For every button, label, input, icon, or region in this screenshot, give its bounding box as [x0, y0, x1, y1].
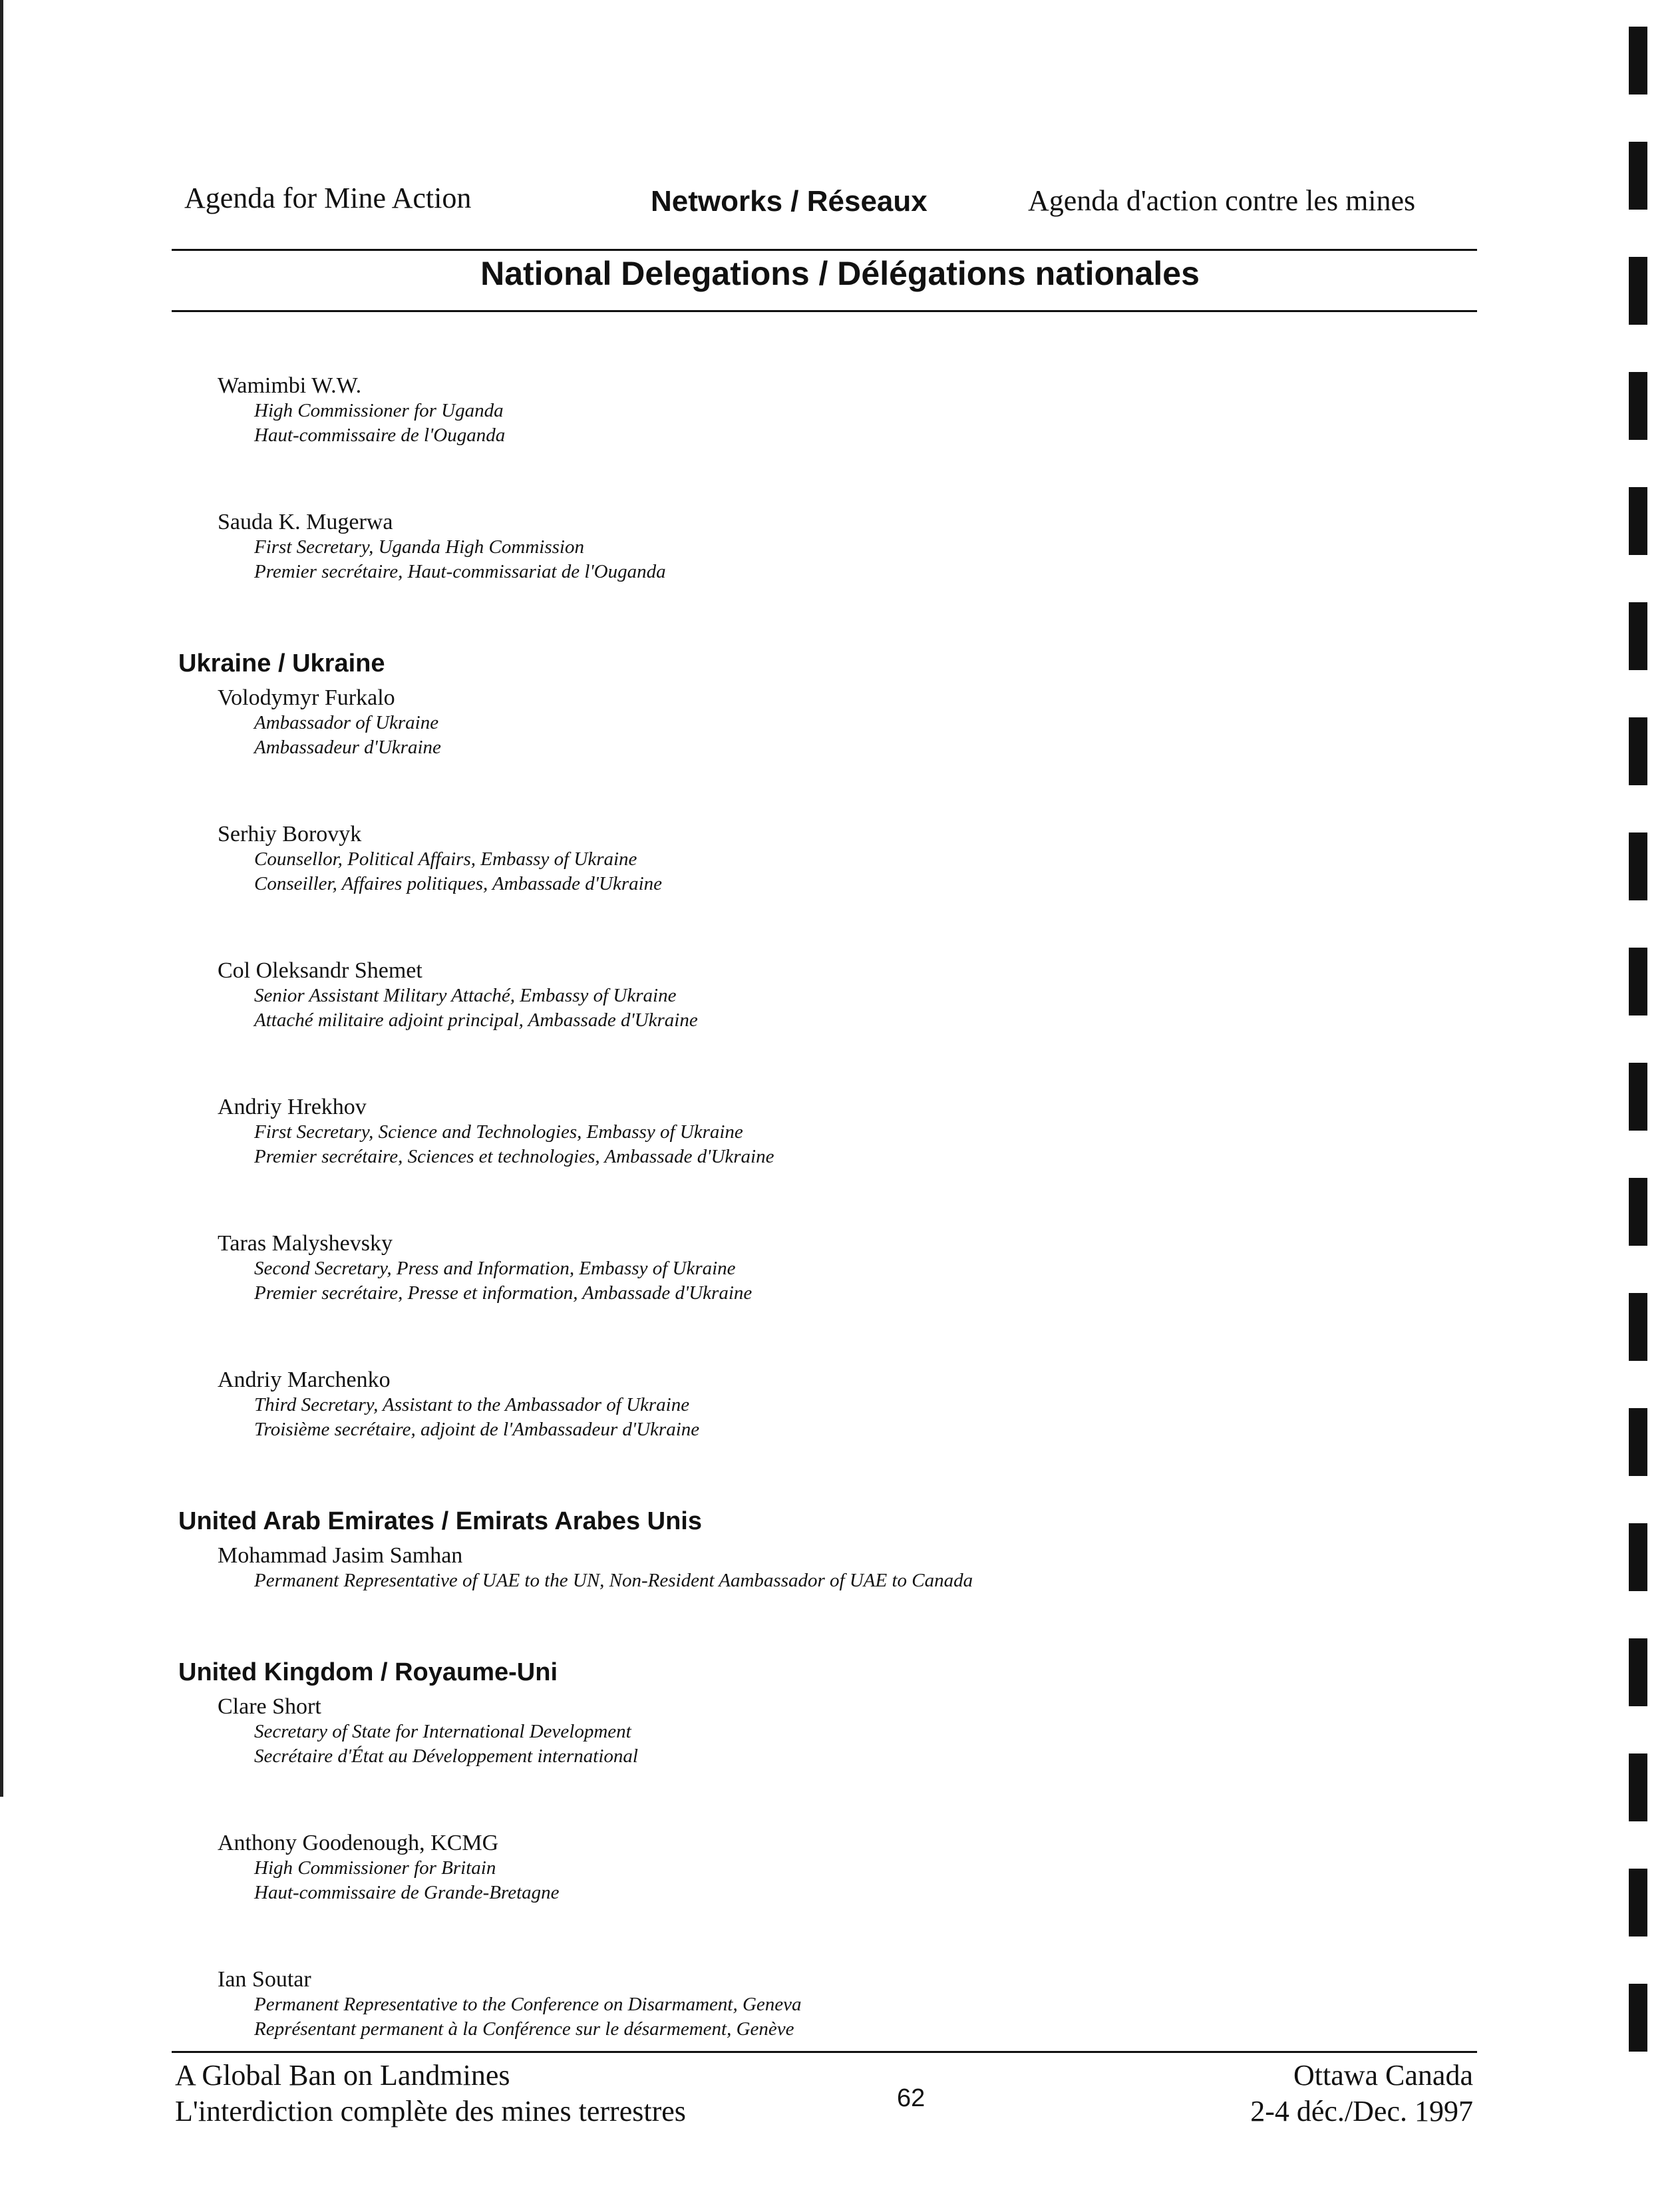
delegate-name: Volodymyr Furkalo	[218, 685, 395, 710]
delegate-name: Serhiy Borovyk	[218, 822, 362, 846]
footer-left-line1: A Global Ban on Landmines	[175, 2059, 510, 2092]
margin-mark	[1629, 717, 1647, 785]
header-section-title: Networks / Réseaux	[651, 185, 927, 218]
delegate-role: High Commissioner for Britain	[254, 1857, 496, 1879]
header-right-text: Agenda d'action contre les mines	[1028, 184, 1416, 217]
margin-mark	[1629, 1984, 1647, 2052]
delegate-role: First Secretary, Uganda High Commission	[254, 536, 584, 558]
delegate-entry	[218, 1543, 1474, 1593]
delegate-name: Ian Soutar	[218, 1967, 311, 1992]
delegate-entry	[218, 958, 1474, 1033]
delegate-name: Taras Malyshevsky	[218, 1231, 393, 1256]
footer-right-line1: Ottawa Canada	[1293, 2059, 1473, 2092]
delegate-entry	[218, 373, 1474, 448]
margin-mark	[1629, 1063, 1647, 1131]
footer-left	[175, 2058, 686, 2129]
margin-mark	[1629, 1408, 1647, 1476]
delegate-entry	[218, 1830, 1474, 1905]
margin-mark	[1629, 1753, 1647, 1821]
delegate-role: Représentant permanent à la Conférence sur le désarmement, Genève	[254, 2018, 794, 2040]
delegate-role: Counsellor, Political Affairs, Embassy of Ukraine	[254, 848, 637, 870]
page-title: National Delegations / Délégations nationales	[480, 255, 1200, 292]
delegate-role: Conseiller, Affaires politiques, Ambassade d'Ukraine	[254, 873, 663, 894]
delegate-role: Third Secretary, Assistant to the Ambassador of Ukraine	[254, 1394, 690, 1415]
delegate-role: Secretary of State for International Development	[254, 1721, 631, 1742]
margin-mark	[1629, 27, 1647, 94]
country-heading: United Kingdom / Royaume-Uni	[178, 1658, 558, 1686]
margin-mark	[1629, 602, 1647, 670]
footer-right-line2: 2-4 déc./Dec. 1997	[1250, 2095, 1473, 2127]
margin-mark	[1629, 1638, 1647, 1706]
delegation-list	[176, 373, 1474, 2055]
margin-mark	[1629, 142, 1647, 210]
footer-left-line2: L'interdiction complète des mines terrestres	[175, 2095, 686, 2127]
country-section	[176, 1658, 1474, 2042]
delegate-role: Haut-commissaire de l'Ouganda	[254, 425, 506, 446]
delegate-role: Ambassadeur d'Ukraine	[254, 737, 441, 758]
header-rule-bottom	[172, 310, 1477, 312]
margin-mark	[1629, 1869, 1647, 1936]
country-heading: United Arab Emirates / Emirats Arabes Unis	[178, 1507, 702, 1535]
header-rule-top	[172, 249, 1477, 251]
delegate-name: Andriy Marchenko	[218, 1368, 391, 1392]
country-section	[176, 373, 1474, 584]
delegate-name: Col Oleksandr Shemet	[218, 958, 422, 983]
delegate-role: High Commissioner for Uganda	[254, 400, 504, 421]
delegate-entry	[218, 821, 1474, 896]
margin-mark	[1629, 832, 1647, 900]
delegate-entry	[218, 1966, 1474, 2042]
delegate-role: Permanent Representative of UAE to the UN, Non-Resident Aambassador of UAE to Canada	[254, 1570, 973, 1591]
delegate-name: Andriy Hrekhov	[218, 1095, 367, 1119]
delegate-role: Attaché militaire adjoint principal, Ambassade d'Ukraine	[254, 1010, 698, 1031]
delegate-entry	[218, 1094, 1474, 1169]
margin-mark	[1629, 948, 1647, 1015]
margin-mark	[1629, 372, 1647, 440]
delegate-role: Premier secrétaire, Presse et information, Ambassade d'Ukraine	[254, 1282, 753, 1304]
page-number: 62	[897, 2084, 925, 2112]
header-left-text: Agenda for Mine Action	[184, 182, 472, 214]
delegate-role: Senior Assistant Military Attaché, Embassy of Ukraine	[254, 985, 677, 1006]
delegate-role: Troisième secrétaire, adjoint de l'Ambassadeur d'Ukraine	[254, 1419, 700, 1440]
delegate-entry	[218, 1367, 1474, 1442]
footer-right	[1250, 2058, 1473, 2129]
country-section	[176, 649, 1474, 1442]
delegate-role: Secrétaire d'État au Développement international	[254, 1746, 638, 1767]
delegate-role: Second Secretary, Press and Information, Embassy of Ukraine	[254, 1258, 736, 1279]
delegate-role: Premier secrétaire, Haut-commissariat de l'Ouganda	[254, 561, 666, 582]
margin-mark	[1629, 1178, 1647, 1246]
delegate-role: Haut-commissaire de Grande-Bretagne	[254, 1882, 560, 1903]
delegate-role: First Secretary, Science and Technologies, Embassy of Ukraine	[254, 1121, 743, 1143]
delegate-entry	[218, 1694, 1474, 1769]
footer-rule	[172, 2051, 1477, 2053]
margin-mark	[1629, 487, 1647, 555]
country-heading: Ukraine / Ukraine	[178, 649, 385, 677]
country-section	[176, 1507, 1474, 1593]
margin-mark	[1629, 1523, 1647, 1591]
delegate-name: Clare Short	[218, 1694, 321, 1719]
delegate-name: Mohammad Jasim Samhan	[218, 1543, 463, 1568]
delegate-entry	[218, 509, 1474, 584]
delegate-role: Ambassador of Ukraine	[254, 712, 439, 733]
delegate-name: Anthony Goodenough, KCMG	[218, 1831, 499, 1855]
delegate-role: Permanent Representative to the Conference on Disarmament, Geneva	[254, 1994, 802, 2015]
margin-mark	[1629, 1293, 1647, 1361]
delegate-entry	[218, 1230, 1474, 1306]
delegate-role: Premier secrétaire, Sciences et technologies, Ambassade d'Ukraine	[254, 1146, 774, 1167]
delegate-entry	[218, 685, 1474, 760]
delegate-name: Sauda K. Mugerwa	[218, 510, 393, 534]
delegate-name: Wamimbi W.W.	[218, 373, 362, 398]
